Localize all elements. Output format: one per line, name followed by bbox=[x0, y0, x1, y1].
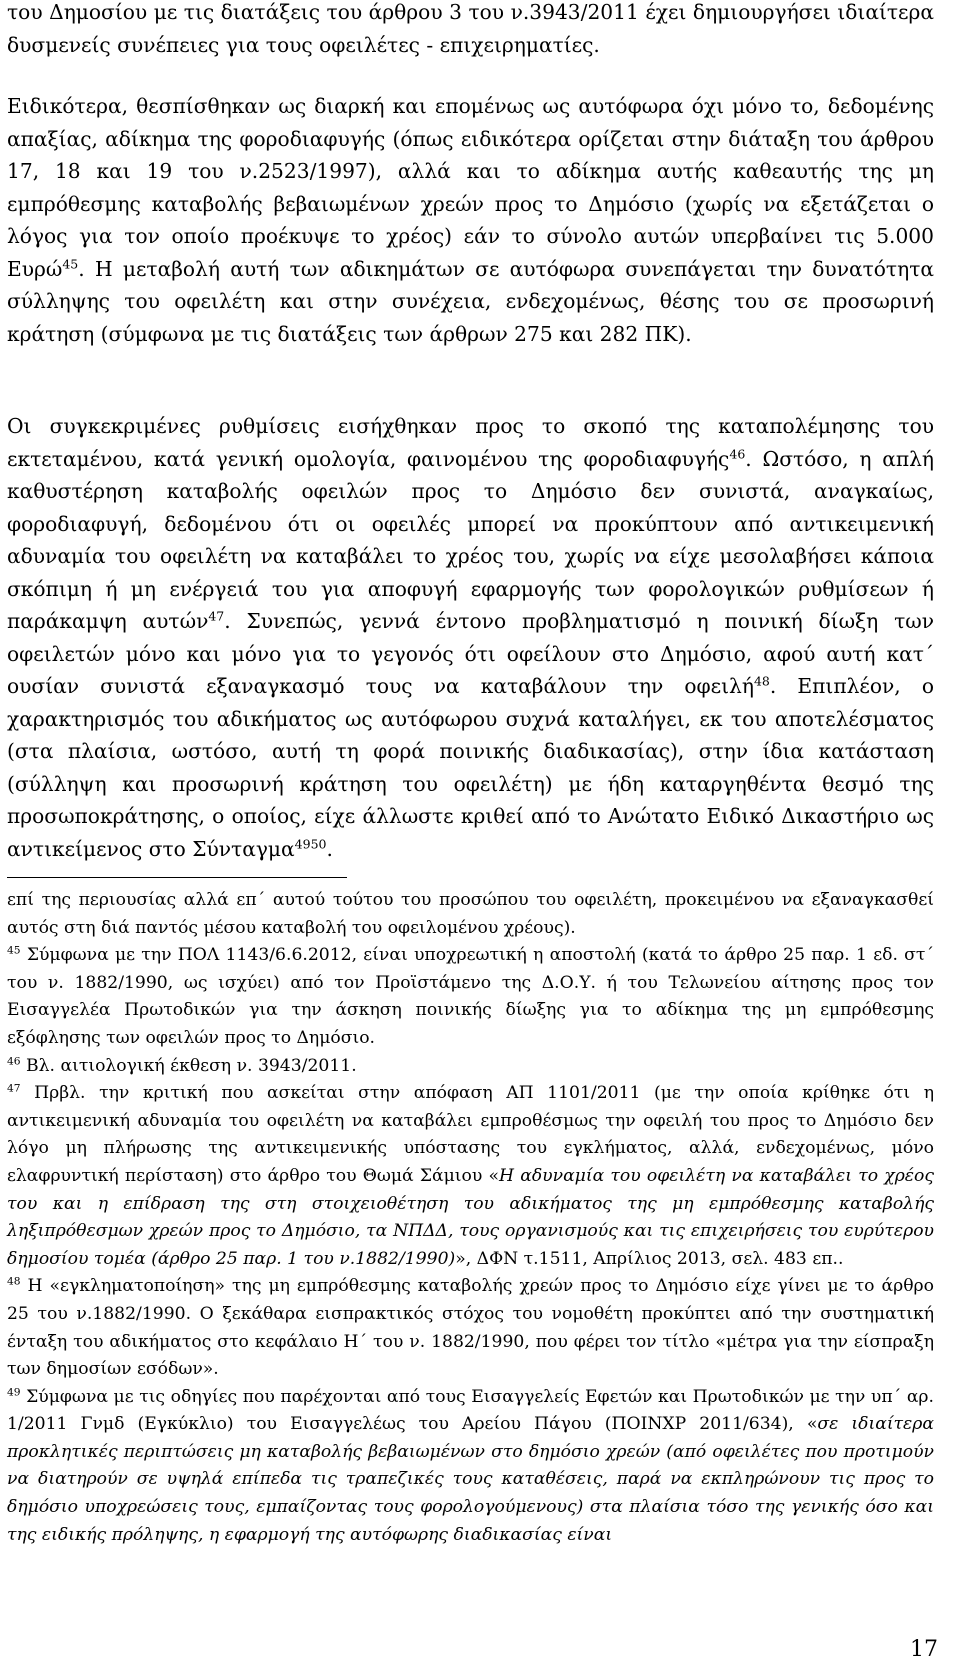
footnote-separator bbox=[7, 877, 347, 878]
footnote-47-number: 47 bbox=[7, 1081, 21, 1095]
paragraph-3-text-a: Οι συγκεκριμένες ρυθμίσεις εισήχθηκαν προς το σκοπό της καταπολέμησης του εκτεταμένου, κατά γενική ομολογία, φαινομένου της φοροδιαφυγής bbox=[7, 414, 934, 471]
footnote-48 bbox=[7, 1273, 934, 1383]
footnote-ref-48[interactable]: 48 bbox=[753, 673, 770, 689]
footnotes-section bbox=[7, 887, 934, 1549]
paragraph-2-text-a: Ειδικότερα, θεσπίσθηκαν ως διαρκή και επομένως ως αυτόφωρα όχι μόνο το, δεδομένης απαξίας, αδίκημα της φοροδιαφυγής (όπως ειδικότερα ορίζεται στην διάταξη του άρθρου 17, 18 και 19 του ν.2523/1997), αλλά και το αδίκημα αυτής καθεαυτής της μη εμπρόθεσμης καταβολής βεβαιωμένων χρεών προς το Δημόσιο (χωρίς να εξετάζεται ο λόγος για τον οποίο προέκυψε το χρέος) εάν το σύνολο αυτών υπερβαίνει τις 5.000 Ευρώ bbox=[7, 94, 934, 281]
paragraph-2-text bbox=[7, 90, 934, 350]
paragraph-3-text-b: . Ωστόσο, η απλή καθυστέρηση καταβολής οφειλών προς το Δημόσιο δεν συνιστά, αναγκαίως, φοροδιαφυγή, δεδομένου ότι οι οφειλές μπορεί να προκύπτουν από αντικειμενική αδυναμία του οφειλέτη να καταβάλει το χρέος του, χωρίς να είχε μεσολαβήσει κάποια σκόπιμη ή μη ενέργειά του για αποφυγή εφαρμογής των φορολογικών ρυθμίσεων ή παράκαμψη αυτών bbox=[7, 446, 935, 633]
footnote-47 bbox=[7, 1080, 934, 1273]
footnote-49-number: 49 bbox=[7, 1384, 21, 1398]
footnote-ref-45[interactable]: 45 bbox=[62, 255, 79, 271]
footnote-45-text: Σύμφωνα με την ΠΟΛ 1143/6.6.2012, είναι υποχρεωτική η αποστολή (κατά το άρθρο 25 παρ. 1 εδ. στ΄ του ν. 1882/1990, ως ισχύει) από τον Προϊστάμενο της Δ.Ο.Υ. ή του Τελωνείου αίτησης προς τον Εισαγγελέα Πρωτοδικών για την άσκηση ποινικής δίωξης για το αδίκημα της μη εμπρόθεσμης εξόφλησης των οφειλών προς το Δημόσιο. bbox=[7, 945, 934, 1048]
footnote-47-article-title: Η αδυναμία του οφειλέτη να καταβάλει το χρέος του και η επίδραση της στη στοιχειοθέτηση του αδικήματος της μη εμπρόθεσμης καταβολής ληξιπρόθεσμων χρεών προς το Δημόσιο, τα ΝΠΔΔ, τους οργανισμούς και τις επιχειρήσεις του ευρύτερου δημοσίου τομέα (άρθρο 25 παρ. 1 του ν.1882/1990) bbox=[7, 1165, 934, 1269]
paragraph-3-text bbox=[7, 410, 934, 865]
footnote-48-text: Η «εγκληματοποίηση» της μη εμπρόθεσμης καταβολής χρεών προς το Δημόσιο είχε γίνει με το άρθρο 25 του ν.1882/1990. Ο ξεκάθαρα εισπρακτικός στόχος του νομοθέτη προκύπτει από την συστηματική ένταξη του αδικήματος στο κεφάλαιο Η΄ του ν. 1882/1990, που φέρει τον τίτλο «μέτρα για την είσπραξη των δημοσίων εσόδων». bbox=[7, 1276, 934, 1380]
paragraph-1-text: του Δημοσίου με τις διατάξεις του άρθρου 3 του ν.3943/2011 έχει δημιουργήσει ιδιαίτερα δυσμενείς συνέπειες για τους οφειλέτες - επιχειρηματίες. bbox=[7, 0, 934, 57]
footnote-continuation: επί της περιουσίας αλλά επ΄ αυτού τούτου του προσώπου του οφειλέτη, προκειμένου να εξαναγκασθεί αυτός στη διά παντός μέσου καταβολή του οφειλομένου χρέους). bbox=[7, 890, 934, 938]
footnote-ref-46[interactable]: 46 bbox=[729, 445, 746, 461]
footnote-ref-47[interactable]: 47 bbox=[208, 608, 225, 624]
footnote-48-number: 48 bbox=[7, 1274, 21, 1288]
footnote-49-quote: σε ιδιαίτερα προκλητικές περιπτώσεις μη καταβολής βεβαιωμένων στο δημόσιο χρεών (από οφειλέτες που προτιμούν να διατηρούν σε υψηλά επίπεδα τις τραπεζικές τους καταθέσεις, παρά να εκπληρώνουν τις προς το δημόσιο υποχρεώσεις τους, εμπαίζοντας τους φορολογούμενους) στα πλαίσια τόσο της γενικής όσο και της ειδικής πρόληψης, η εφαρμογή της αυτόφωρης διαδικασίας είναι bbox=[7, 1414, 934, 1545]
paragraph-3-text-d: . Επιπλέον, ο χαρακτηρισμός του αδικήματος ως αυτόφωρου συχνά καταλήγει, εκ του αποτελέσματος (στα πλαίσια, ωστόσο, αυτή τη φορά ποινικής διαδικασίας), στην ίδια κατάσταση (σύλληψη και προσωρινή κράτηση του οφειλέτη) με ήδη καταργηθέντα θεσμό της προσωποκράτησης, ο οποίος, είχε άλλωστε κριθεί από το Ανώτατο Ειδικό Δικαστήριο ως αντικείμενος στο Σύνταγμα bbox=[7, 674, 934, 861]
footnote-47-text-b: », ΔΦΝ τ.1511, Απρίλιος 2013, σελ. 483 επ.. bbox=[455, 1248, 844, 1269]
paragraph-3 bbox=[7, 410, 934, 865]
paragraph-1 bbox=[7, 0, 934, 61]
footnote-47-text-a: Πρβλ. την κριτική που ασκείται στην απόφαση ΑΠ 1101/2011 (με την οποία κρίθηκε ότι η αντικειμενική αδυναμία του οφειλέτη να καταβάλει εμπροθέσμως την οφειλή του προς το Δημόσιο δεν λόγο μη πλήρωσης της αντικειμενικής υπόστασης του εγκλήματος, αλλά, ενδεχομένως, μόνο ελαφρυντική περίσταση) στο άρθρο του Θωμά Σάμιου « bbox=[7, 1083, 934, 1186]
paragraph-3-text-c: . Συνεπώς, γεννά έντονο προβληματισμό η ποινική δίωξη των οφειλετών μόνο και μόνο για το γεγονός ότι οφείλουν στο Δημόσιο, αφού αυτή κατ΄ ουσίαν συνιστά εξαναγκασμό τους να καταβάλουν την οφειλή bbox=[7, 609, 934, 698]
footnote-46 bbox=[7, 1053, 934, 1081]
page-number: 17 bbox=[910, 1637, 938, 1662]
footnote-45-number: 45 bbox=[7, 943, 21, 957]
paragraph-3-text-e: . bbox=[326, 836, 333, 861]
footnote-49 bbox=[7, 1384, 934, 1550]
footnote-45 bbox=[7, 942, 934, 1052]
footnote-46-number: 46 bbox=[7, 1053, 21, 1067]
footnote-ref-4950[interactable]: 4950 bbox=[294, 835, 327, 851]
paragraph-2 bbox=[7, 90, 934, 350]
footnote-49-text-a: Σύμφωνα με τις οδηγίες που παρέχονται από τους Εισαγγελείς Εφετών και Πρωτοδικών με την υπ΄ αρ. 1/2011 Γνμδ (Εγκύκλιο) του Εισαγγελέως του Αρείου Πάγου (ΠΟΙΝΧΡ 2011/634), « bbox=[7, 1386, 934, 1435]
paragraph-2-text-b: . Η μεταβολή αυτή των αδικημάτων σε αυτόφωρα συνεπάγεται την δυνατότητα σύλληψης του οφειλέτη και στην συνέχεια, ενδεχομένως, θέσης του σε προσωρινή κράτηση (σύμφωνα με τις διατάξεις των άρθρων 275 και 282 ΠΚ). bbox=[7, 256, 934, 346]
footnote-46-text: Βλ. αιτιολογική έκθεση ν. 3943/2011. bbox=[20, 1055, 357, 1076]
